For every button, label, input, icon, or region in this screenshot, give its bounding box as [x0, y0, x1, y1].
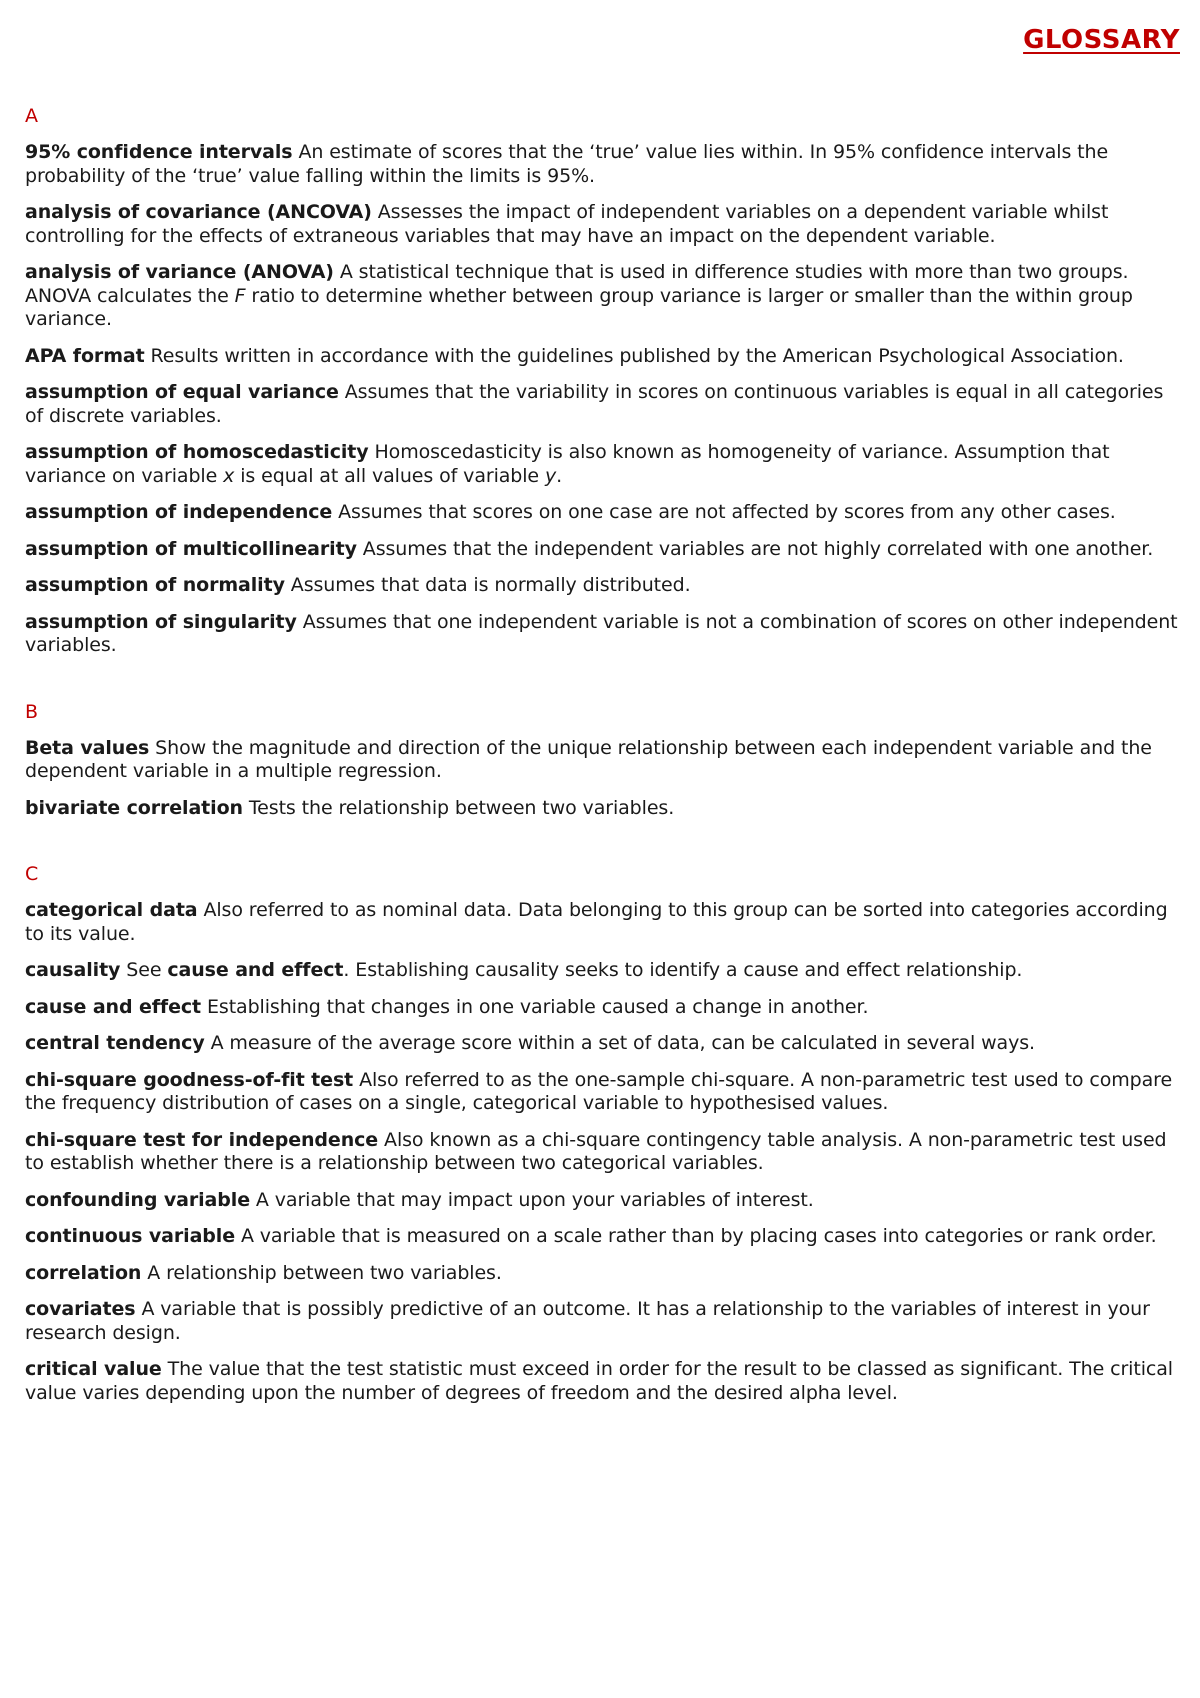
- glossary-term: assumption of independence: [25, 501, 333, 523]
- page-title: GLOSSARY: [1023, 25, 1180, 55]
- glossary-definition: Assesses the impact of independent variables on a dependent variable whilst controlling for the effects of extraneous variables that may have an impact on the dependent variable.: [25, 201, 1109, 247]
- glossary-term: categorical data: [25, 899, 198, 921]
- glossary-entry-causality: [25, 959, 1180, 983]
- glossary-entry-categorical-data: [25, 899, 1180, 946]
- glossary-entry-central-tendency: [25, 1032, 1180, 1056]
- glossary-term: correlation: [25, 1261, 142, 1284]
- glossary-term: central tendency: [25, 1032, 205, 1054]
- glossary-definition: Assumes that data is normally distributed.: [284, 574, 691, 596]
- glossary-term: analysis of variance (ANOVA): [25, 261, 334, 283]
- glossary-definition: Results written in accordance with the guidelines published by the American Psychological Association.: [144, 344, 1124, 367]
- glossary-definition-italic: F: [234, 284, 246, 307]
- glossary-entry-confounding-variable: [25, 1189, 1180, 1213]
- glossary-term: cause and effect: [25, 995, 202, 1018]
- glossary-definition-italic: y: [544, 464, 557, 487]
- section-c: [25, 862, 1180, 1405]
- glossary-entry-ancova: [25, 201, 1180, 248]
- glossary-entry-chi-square-goodness-of-fit-test: [25, 1069, 1180, 1116]
- glossary-definition-italic: x: [223, 464, 235, 487]
- glossary-definition: See: [120, 959, 168, 981]
- glossary-term: chi-square goodness-of-fit test: [25, 1068, 354, 1091]
- glossary-entry-covariates: [25, 1298, 1180, 1345]
- glossary-definition: A measure of the average score within a set of data, can be calculated in several ways.: [204, 1032, 1035, 1054]
- glossary-entry-beta-values: [25, 737, 1180, 784]
- section-letter: C: [25, 863, 39, 885]
- glossary-entry-assumption-of-equal-variance: [25, 381, 1180, 428]
- glossary-entry-critical-value: [25, 1358, 1180, 1405]
- glossary-entry-anova: [25, 261, 1180, 332]
- glossary-term: continuous variable: [25, 1225, 236, 1247]
- glossary-term: assumption of equal variance: [25, 381, 339, 403]
- glossary-term: confounding variable: [25, 1188, 250, 1211]
- glossary-definition: A statistical technique that is used in difference studies with more than two groups. ANOVA calculates the: [25, 261, 1129, 307]
- glossary-definition: Assumes that the variability in scores on continuous variables is equal in all categories of discrete variables.: [25, 381, 1164, 427]
- glossary-definition: Homoscedasticity is also known as homogeneity of variance. Assumption that variance on variable: [25, 441, 1110, 487]
- glossary-entry-cause-and-effect: [25, 996, 1180, 1020]
- glossary-cross-reference: cause and effect: [167, 959, 344, 981]
- glossary-definition: Assumes that the independent variables are not highly correlated with one another.: [356, 537, 1154, 560]
- glossary-entry-95-confidence-intervals: [25, 141, 1180, 188]
- glossary-definition: Show the magnitude and direction of the unique relationship between each independent variable and the dependent variable in a multiple regression.: [25, 736, 1152, 782]
- glossary-term: bivariate correlation: [25, 796, 243, 819]
- section-letter: B: [25, 700, 39, 723]
- glossary-entry-apa-format: [25, 345, 1180, 369]
- glossary-definition: Also referred to as nominal data. Data belonging to this group can be sorted into categories according to its value.: [25, 899, 1168, 945]
- glossary-definition: A variable that may impact upon your variables of interest.: [249, 1188, 814, 1211]
- glossary-term: covariates: [25, 1298, 136, 1320]
- section-a: [25, 104, 1180, 658]
- glossary-definition: Establishing that changes in one variable caused a change in another.: [201, 995, 869, 1018]
- glossary-definition: . Establishing causality seeks to identify a cause and effect relationship.: [343, 959, 1023, 981]
- glossary-entry-bivariate-correlation: [25, 797, 1180, 821]
- glossary-term: 95% confidence intervals: [25, 141, 293, 163]
- glossary-term: assumption of multicollinearity: [25, 537, 357, 560]
- glossary-entry-assumption-of-homoscedasticity: [25, 441, 1180, 488]
- glossary-definition: ratio to determine whether between group variance is larger or smaller than the within group variance.: [25, 284, 1133, 330]
- glossary-entry-assumption-of-singularity: [25, 611, 1180, 658]
- glossary-definition: Assumes that scores on one case are not affected by scores from any other cases.: [332, 501, 1116, 523]
- glossary-term: Beta values: [25, 736, 150, 759]
- glossary-term: chi-square test for independence: [25, 1128, 379, 1151]
- glossary-entry-continuous-variable: [25, 1225, 1180, 1249]
- glossary-definition: An estimate of scores that the ‘true’ value lies within. In 95% confidence intervals the probability of the ‘true’ value falling within the limits is 95%.: [25, 141, 1109, 187]
- glossary-entry-assumption-of-independence: [25, 501, 1180, 525]
- glossary-definition: Tests the relationship between two variables.: [242, 796, 675, 819]
- glossary-term: assumption of normality: [25, 574, 285, 596]
- glossary-entry-chi-square-test-for-independence: [25, 1129, 1180, 1176]
- glossary-term: APA format: [25, 344, 145, 367]
- glossary-definition: A relationship between two variables.: [141, 1261, 502, 1284]
- glossary-definition: Also referred to as the one-sample chi-square. A non-parametric test used to compare the frequency distribution of cases on a single, categorical variable to hypothesised values.: [25, 1068, 1173, 1114]
- glossary-term: critical value: [25, 1358, 162, 1380]
- glossary-term: assumption of singularity: [25, 610, 297, 633]
- glossary-definition: .: [556, 464, 563, 487]
- glossary-entry-correlation: [25, 1262, 1180, 1286]
- section-letter: A: [25, 105, 38, 127]
- glossary-entry-assumption-of-multicollinearity: [25, 538, 1180, 562]
- glossary-entry-assumption-of-normality: [25, 574, 1180, 598]
- glossary-definition: The value that the test statistic must exceed in order for the result to be classed as significant. The critical value varies depending upon the number of degrees of freedom and the desired alpha level.: [25, 1358, 1173, 1404]
- glossary-term: causality: [25, 959, 121, 981]
- glossary-definition: Assumes that one independent variable is not a combination of scores on other independent variables.: [25, 610, 1178, 656]
- glossary-definition: is equal at all values of variable: [234, 464, 545, 487]
- glossary-term: analysis of covariance (ANCOVA): [25, 201, 372, 223]
- glossary-term: assumption of homoscedasticity: [25, 441, 369, 463]
- section-b: [25, 700, 1180, 821]
- glossary-definition: A variable that is measured on a scale rather than by placing cases into categories or rank order.: [235, 1225, 1157, 1247]
- glossary-definition: A variable that is possibly predictive of an outcome. It has a relationship to the variables of interest in your research design.: [25, 1298, 1150, 1344]
- glossary-definition: Also known as a chi-square contingency table analysis. A non-parametric test used to establish whether there is a relationship between two categorical variables.: [25, 1128, 1167, 1174]
